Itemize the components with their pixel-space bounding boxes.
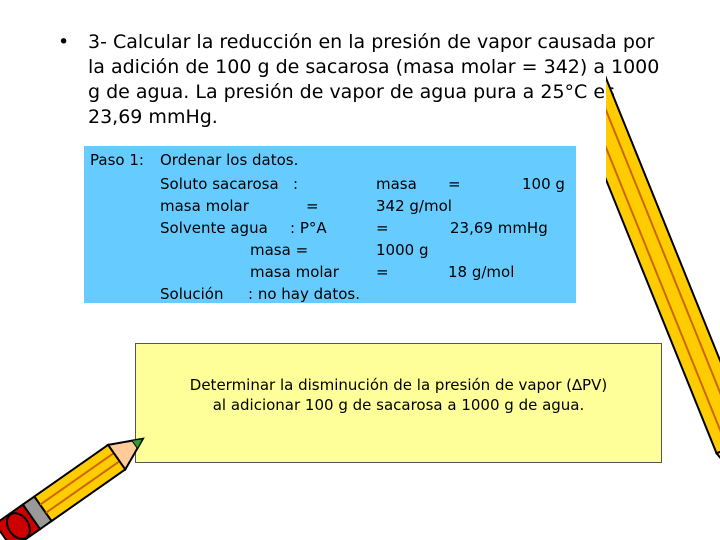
pencil-body bbox=[606, 77, 720, 453]
task-line-2: al adicionar 100 g de sacarosa a 1000 g de agua. bbox=[212, 396, 585, 414]
water-molar-value: 18 g/mol bbox=[448, 263, 515, 281]
molar-mass-label: masa molar bbox=[160, 197, 249, 215]
task-box bbox=[135, 343, 662, 463]
step-title: Ordenar los datos. bbox=[160, 151, 299, 169]
step-label: Paso 1: bbox=[90, 151, 144, 169]
water-mass-label: masa = bbox=[250, 241, 309, 259]
water-molar-label: masa molar bbox=[250, 263, 339, 281]
water-molar-eq: = bbox=[376, 263, 389, 281]
solute-mass-eq: = bbox=[448, 175, 461, 193]
solvent-value: 23,69 mmHg bbox=[450, 219, 548, 237]
solute-mass-value: 100 g bbox=[522, 175, 565, 193]
bullet-point: • bbox=[58, 31, 70, 53]
molar-mass-value: 342 g/mol bbox=[376, 197, 452, 215]
data-box bbox=[84, 146, 576, 303]
pencil-icon bbox=[0, 420, 150, 540]
solvent-label: Solvente agua bbox=[160, 219, 268, 237]
pencil-icon bbox=[606, 0, 720, 540]
solute-label: Soluto sacarosa : bbox=[160, 175, 299, 193]
task-text bbox=[136, 375, 661, 415]
task-line-1: Determinar la disminución de la presión de vapor (∆PV) bbox=[189, 376, 608, 394]
solvent-symbol: : P°A bbox=[290, 219, 327, 237]
solution-value: : no hay datos. bbox=[248, 285, 360, 303]
pencil-body bbox=[34, 445, 125, 521]
water-mass-value: 1000 g bbox=[376, 241, 429, 259]
problem-text: 3- Calcular la reducción en la presión de vapor causada por la adición de 100 g de sacarosa (masa molar = 342) a 1000 g de agua. La presión de vapor de agua pura a 25°C es 23,69 mmHg. bbox=[88, 31, 660, 128]
solute-mass-label: masa bbox=[376, 175, 417, 193]
solution-label: Solución bbox=[160, 285, 224, 303]
molar-mass-eq: = bbox=[306, 197, 319, 215]
solvent-eq: = bbox=[376, 219, 389, 237]
